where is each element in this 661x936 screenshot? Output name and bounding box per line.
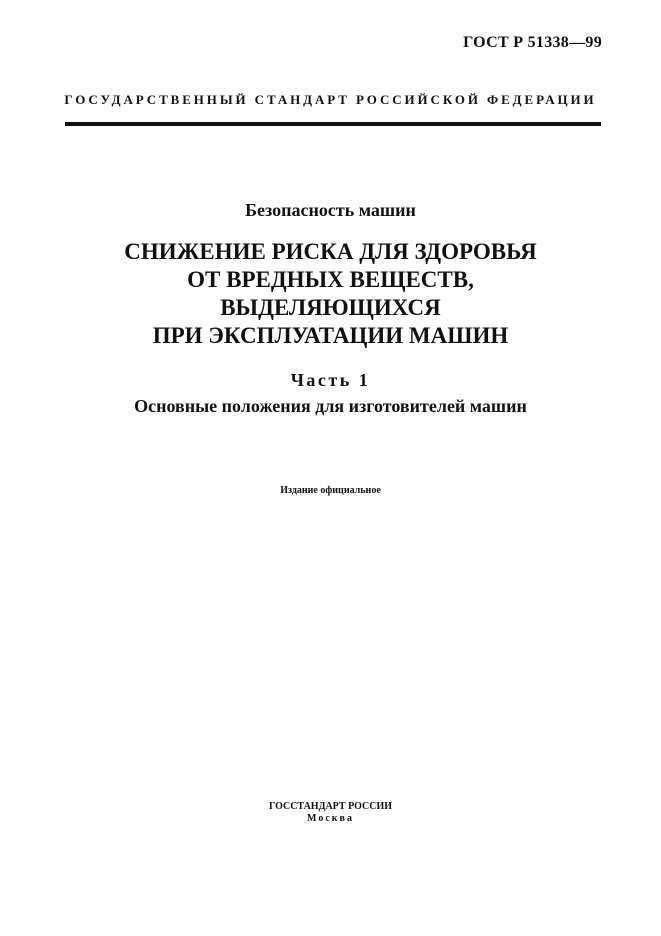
title-line: СНИЖЕНИЕ РИСКА ДЛЯ ЗДОРОВЬЯ xyxy=(124,239,537,264)
publisher: ГОССТАНДАРТ РОССИИ xyxy=(268,801,393,812)
publication-city: Москва xyxy=(307,813,354,824)
document-subtitle: Безопасность машин xyxy=(245,200,416,220)
state-standard-heading: ГОСУДАРСТВЕННЫЙ СТАНДАРТ РОССИЙСКОЙ ФЕДЕРАЦИИ xyxy=(64,92,597,107)
title-line: ОТ ВРЕДНЫХ ВЕЩЕСТВ, xyxy=(187,267,474,292)
edition-label: Издание официальное xyxy=(280,485,381,496)
title-line: ВЫДЕЛЯЮЩИХСЯ xyxy=(220,295,441,320)
part-number: Часть 1 xyxy=(290,370,371,390)
document-title xyxy=(0,238,661,350)
part-title: Основные положения для изготовителей машин xyxy=(134,396,527,416)
header-divider xyxy=(65,122,601,126)
document-code: ГОСТ Р 51338—99 xyxy=(463,34,602,51)
title-line: ПРИ ЭКСПЛУАТАЦИИ МАШИН xyxy=(152,323,509,348)
